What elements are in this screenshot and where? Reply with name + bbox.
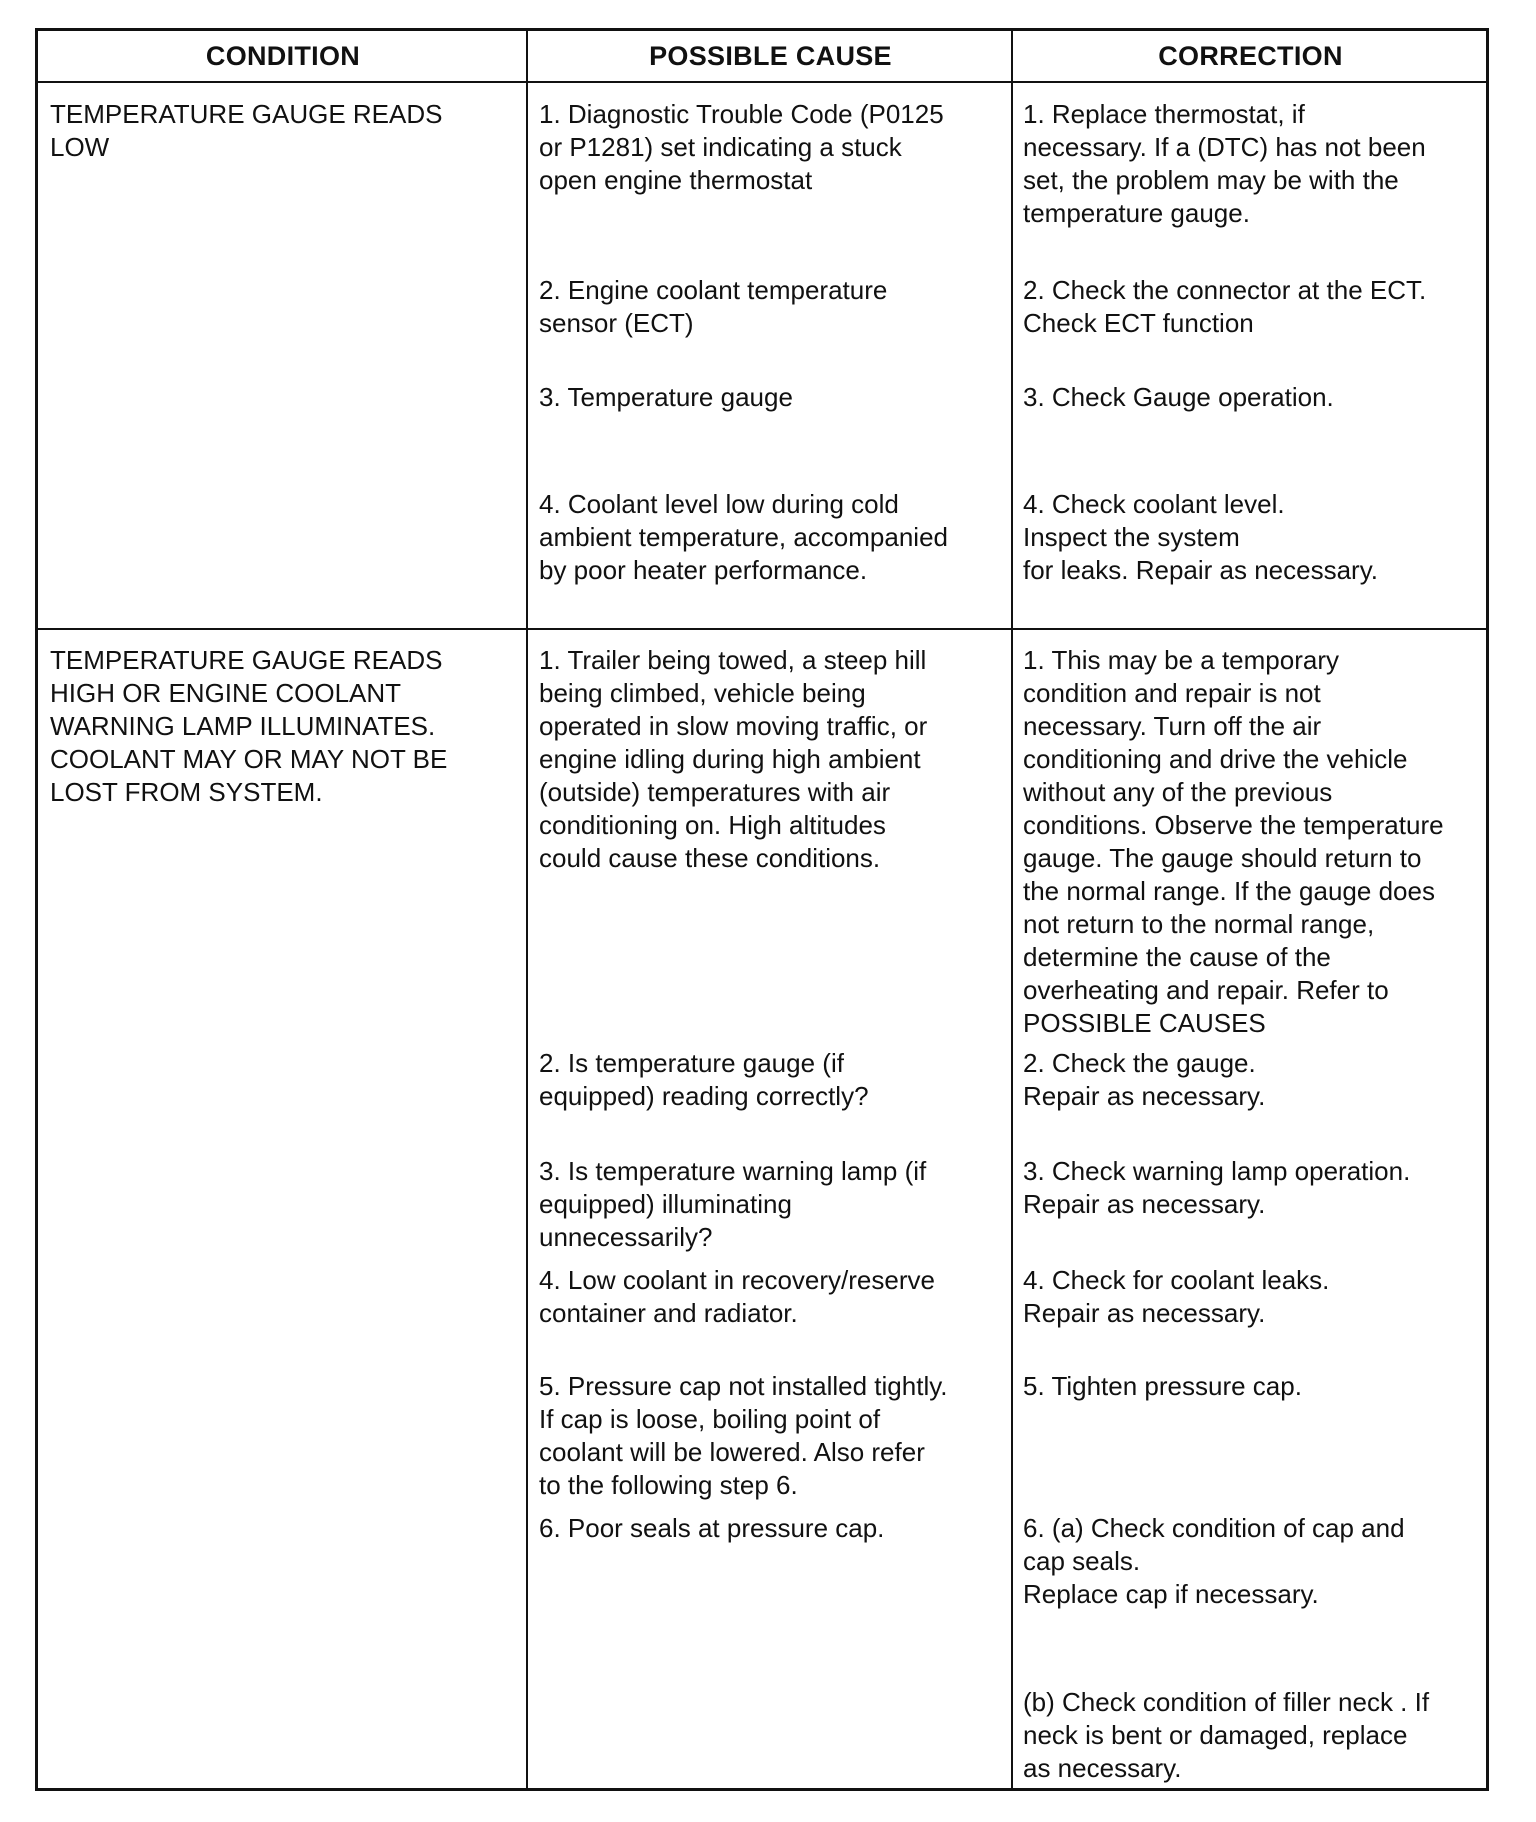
cause-cell: 6. Poor seals at pressure cap.: [539, 1513, 885, 1543]
cause-cell: 3. Temperature gauge: [539, 382, 793, 412]
cause-cell: 2. Engine coolant temperature sensor (ECT): [539, 275, 888, 338]
cause-cell: 4. Low coolant in recovery/reserve container and radiator.: [539, 1265, 935, 1328]
troubleshooting-table: [35, 28, 1489, 1791]
header-correction: CORRECTION: [1158, 40, 1343, 71]
row-divider: [38, 628, 1486, 630]
header-possible-cause: POSSIBLE CAUSE: [649, 40, 892, 71]
cause-cell: 3. Is temperature warning lamp (if equipped) illuminating unnecessarily?: [539, 1156, 927, 1252]
condition-cell: TEMPERATURE GAUGE READS HIGH OR ENGINE COOLANT WARNING LAMP ILLUMINATES. COOLANT MAY OR MAY NOT BE LOST FROM SYSTEM.: [50, 645, 448, 807]
correction-cell: 3. Check warning lamp operation. Repair as necessary.: [1023, 1156, 1411, 1219]
cause-cell: 5. Pressure cap not installed tightly. If cap is loose, boiling point of coolant will be lowered. Also refer to the following step 6.: [539, 1371, 948, 1500]
column-divider: [1011, 31, 1013, 1788]
cause-cell: 1. Diagnostic Trouble Code (P0125 or P1281) set indicating a stuck open engine thermostat: [539, 99, 944, 195]
correction-cell: 3. Check Gauge operation.: [1023, 382, 1334, 412]
header-condition: CONDITION: [205, 40, 361, 71]
cause-cell: 4. Coolant level low during cold ambient temperature, accompanied by poor heater performance.: [539, 489, 949, 585]
cause-cell: 2. Is temperature gauge (if equipped) reading correctly?: [539, 1048, 869, 1111]
condition-cell: TEMPERATURE GAUGE READS LOW: [50, 99, 443, 162]
correction-cell: 1. This may be a temporary condition and repair is not necessary. Turn off the air conditioning and drive the vehicle without any of the previous conditions. Observe the temperature gauge. The gauge should return to the normal range. If the gauge does not return to the normal range, determine the cause of the overheating and repair. Refer to POSSIBLE CAUSES: [1023, 645, 1444, 1038]
column-divider: [526, 31, 528, 1788]
correction-cell: 6. (a) Check condition of cap and cap seals. Replace cap if necessary.: [1023, 1513, 1405, 1609]
correction-cell: 2. Check the gauge. Repair as necessary.: [1023, 1048, 1266, 1111]
correction-cell: 4. Check coolant level. Inspect the system for leaks. Repair as necessary.: [1023, 489, 1378, 585]
correction-cell: 5. Tighten pressure cap.: [1023, 1371, 1302, 1401]
correction-cell: 1. Replace thermostat, if necessary. If a (DTC) has not been set, the problem may be with the temperature gauge.: [1023, 99, 1426, 228]
correction-cell: 4. Check for coolant leaks. Repair as necessary.: [1023, 1265, 1330, 1328]
correction-cell: 2. Check the connector at the ECT. Check ECT function: [1023, 275, 1427, 338]
correction-cell: (b) Check condition of filler neck . If neck is bent or damaged, replace as necessary.: [1023, 1687, 1430, 1783]
table-header-row: [38, 31, 1486, 83]
cause-cell: 1. Trailer being towed, a steep hill being climbed, vehicle being operated in slow moving traffic, or engine idling during high ambient (outside) temperatures with air conditioning on. High altitudes could cause these conditions.: [539, 645, 928, 873]
